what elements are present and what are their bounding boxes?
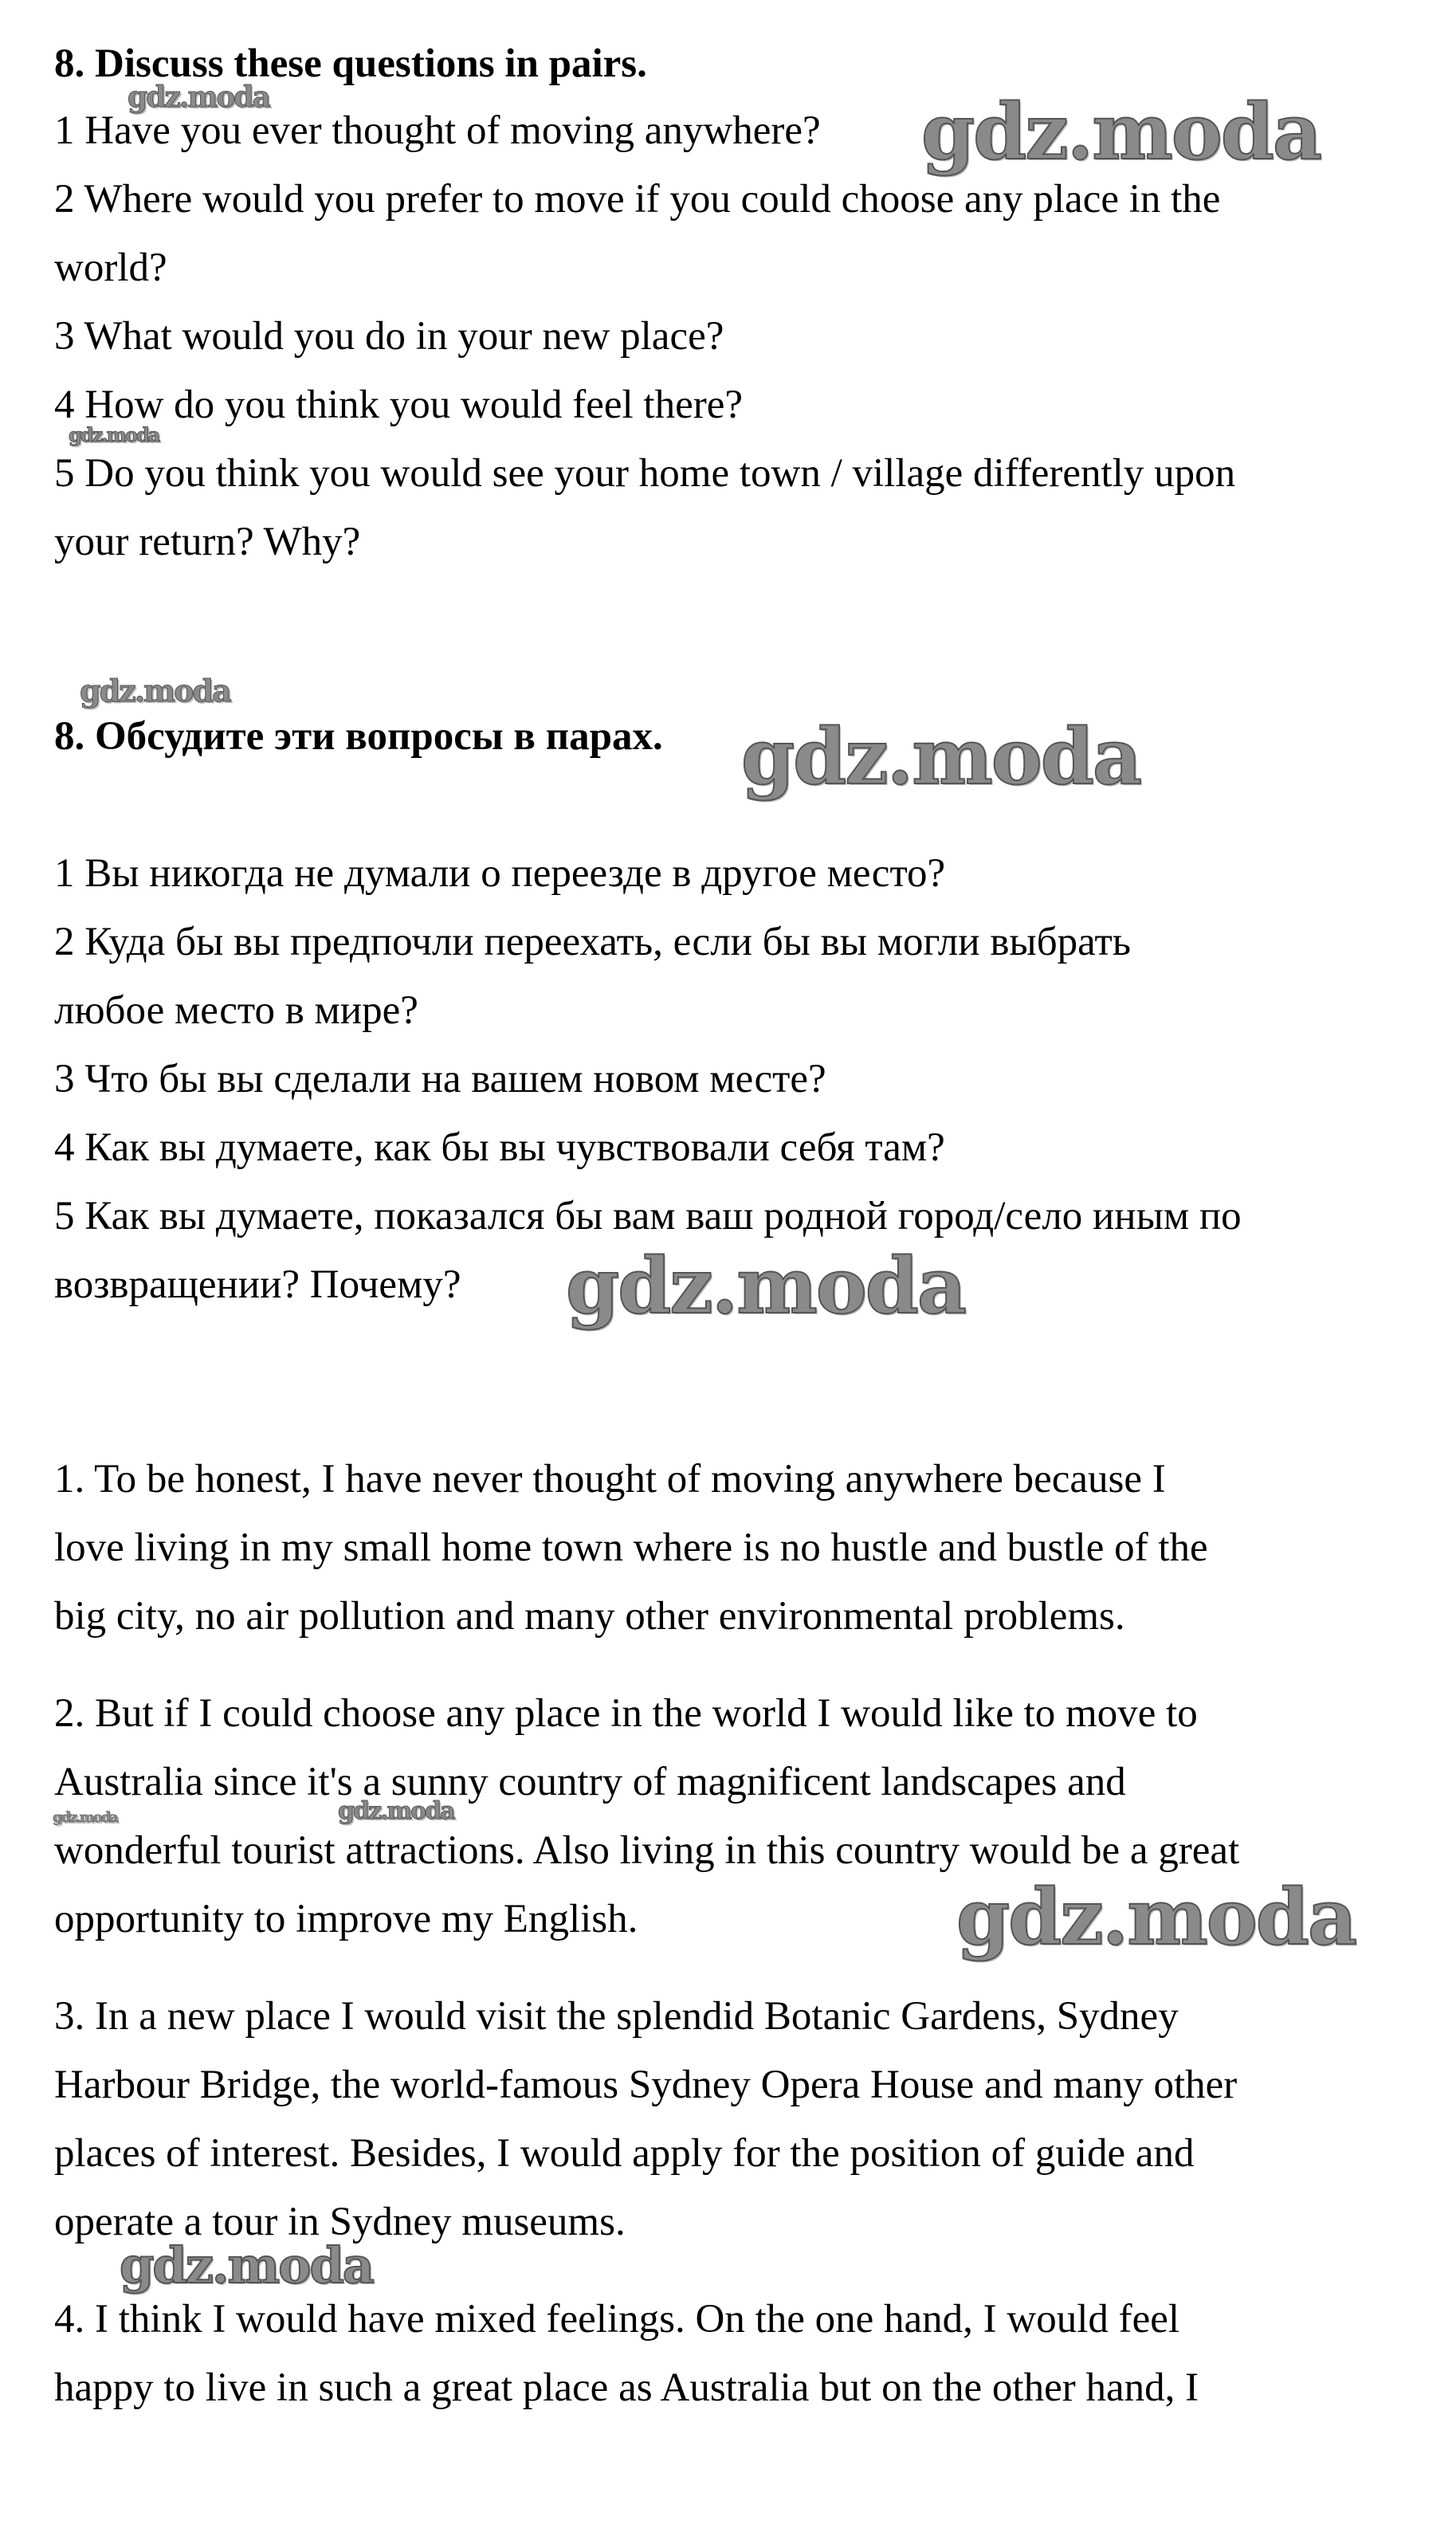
answer-line: 1. To be honest, I have never thought of moving anywhere because I — [54, 1457, 1166, 1502]
question-line-ru: любое место в мире? — [54, 988, 418, 1033]
question-line: world? — [54, 245, 167, 290]
answer-line: 2. But if I could choose any place in the world I would like to move to — [54, 1691, 1198, 1736]
answer-line: wonderful tourist attractions. Also living in this country would be a great — [54, 1828, 1240, 1873]
watermark: gdz.moda — [128, 80, 269, 114]
answer-line: big city, no air pollution and many other environmental problems. — [54, 1594, 1125, 1639]
question-line: your return? Why? — [54, 520, 361, 564]
answer-line: Harbour Bridge, the world-famous Sydney Opera House and many other — [54, 2063, 1238, 2107]
answer-line: 4. I think I would have mixed feelings. On the one hand, I would feel — [54, 2297, 1180, 2342]
answer-line: Australia since it's a sunny country of magnificent landscapes and — [54, 1760, 1126, 1804]
watermark: gdz.moda — [741, 712, 1141, 802]
question-line: 3 What would you do in your new place? — [54, 314, 724, 359]
question-line-ru: возвращении? Почему? — [54, 1262, 461, 1307]
question-line-ru: 4 Как вы думаете, как бы вы чувствовали себя там? — [54, 1125, 945, 1170]
watermark: gdz.moda — [956, 1872, 1356, 1962]
question-line: 5 Do you think you would see your home town / village differently upon — [54, 451, 1236, 496]
question-line-ru: 3 Что бы вы сделали на вашем новом месте? — [54, 1057, 826, 1101]
watermark: gdz.moda — [921, 87, 1321, 177]
watermark: gdz.moda — [566, 1241, 966, 1331]
watermark: gdz.moda — [53, 1809, 117, 1826]
answer-line: happy to live in such a great place as Australia but on the other hand, I — [54, 2365, 1199, 2410]
answer-line: places of interest. Besides, I would apply for the position of guide and — [54, 2131, 1195, 2176]
answer-line: operate a tour in Sydney museums. — [54, 2200, 626, 2244]
watermark: gdz.moda — [338, 1797, 454, 1825]
answer-line: 3. In a new place I would visit the splendid Botanic Gardens, Sydney — [54, 1994, 1179, 2039]
answer-line: opportunity to improve my English. — [54, 1897, 638, 1941]
answer-line: love living in my small home town where is no hustle and bustle of the — [54, 1525, 1208, 1570]
task-title: 8. Discuss these questions in pairs. — [54, 41, 647, 86]
watermark: gdz.moda — [80, 673, 230, 709]
watermark: gdz.moda — [69, 423, 159, 446]
question-line-ru: 1 Вы никогда не думали о переезде в другое место? — [54, 851, 946, 896]
question-line-ru: 5 Как вы думаете, показался бы вам ваш родной город/село иным по — [54, 1194, 1242, 1239]
question-line: 4 How do you think you would feel there? — [54, 383, 743, 427]
task-title-ru: 8. Обсудите эти вопросы в парах. — [54, 714, 663, 759]
question-line: 1 Have you ever thought of moving anywhere? — [54, 108, 821, 153]
watermark: gdz.moda — [120, 2236, 373, 2295]
question-line: 2 Where would you prefer to move if you could choose any place in the — [54, 177, 1221, 222]
question-line-ru: 2 Куда бы вы предпочли переехать, если бы вы могли выбрать — [54, 920, 1132, 964]
